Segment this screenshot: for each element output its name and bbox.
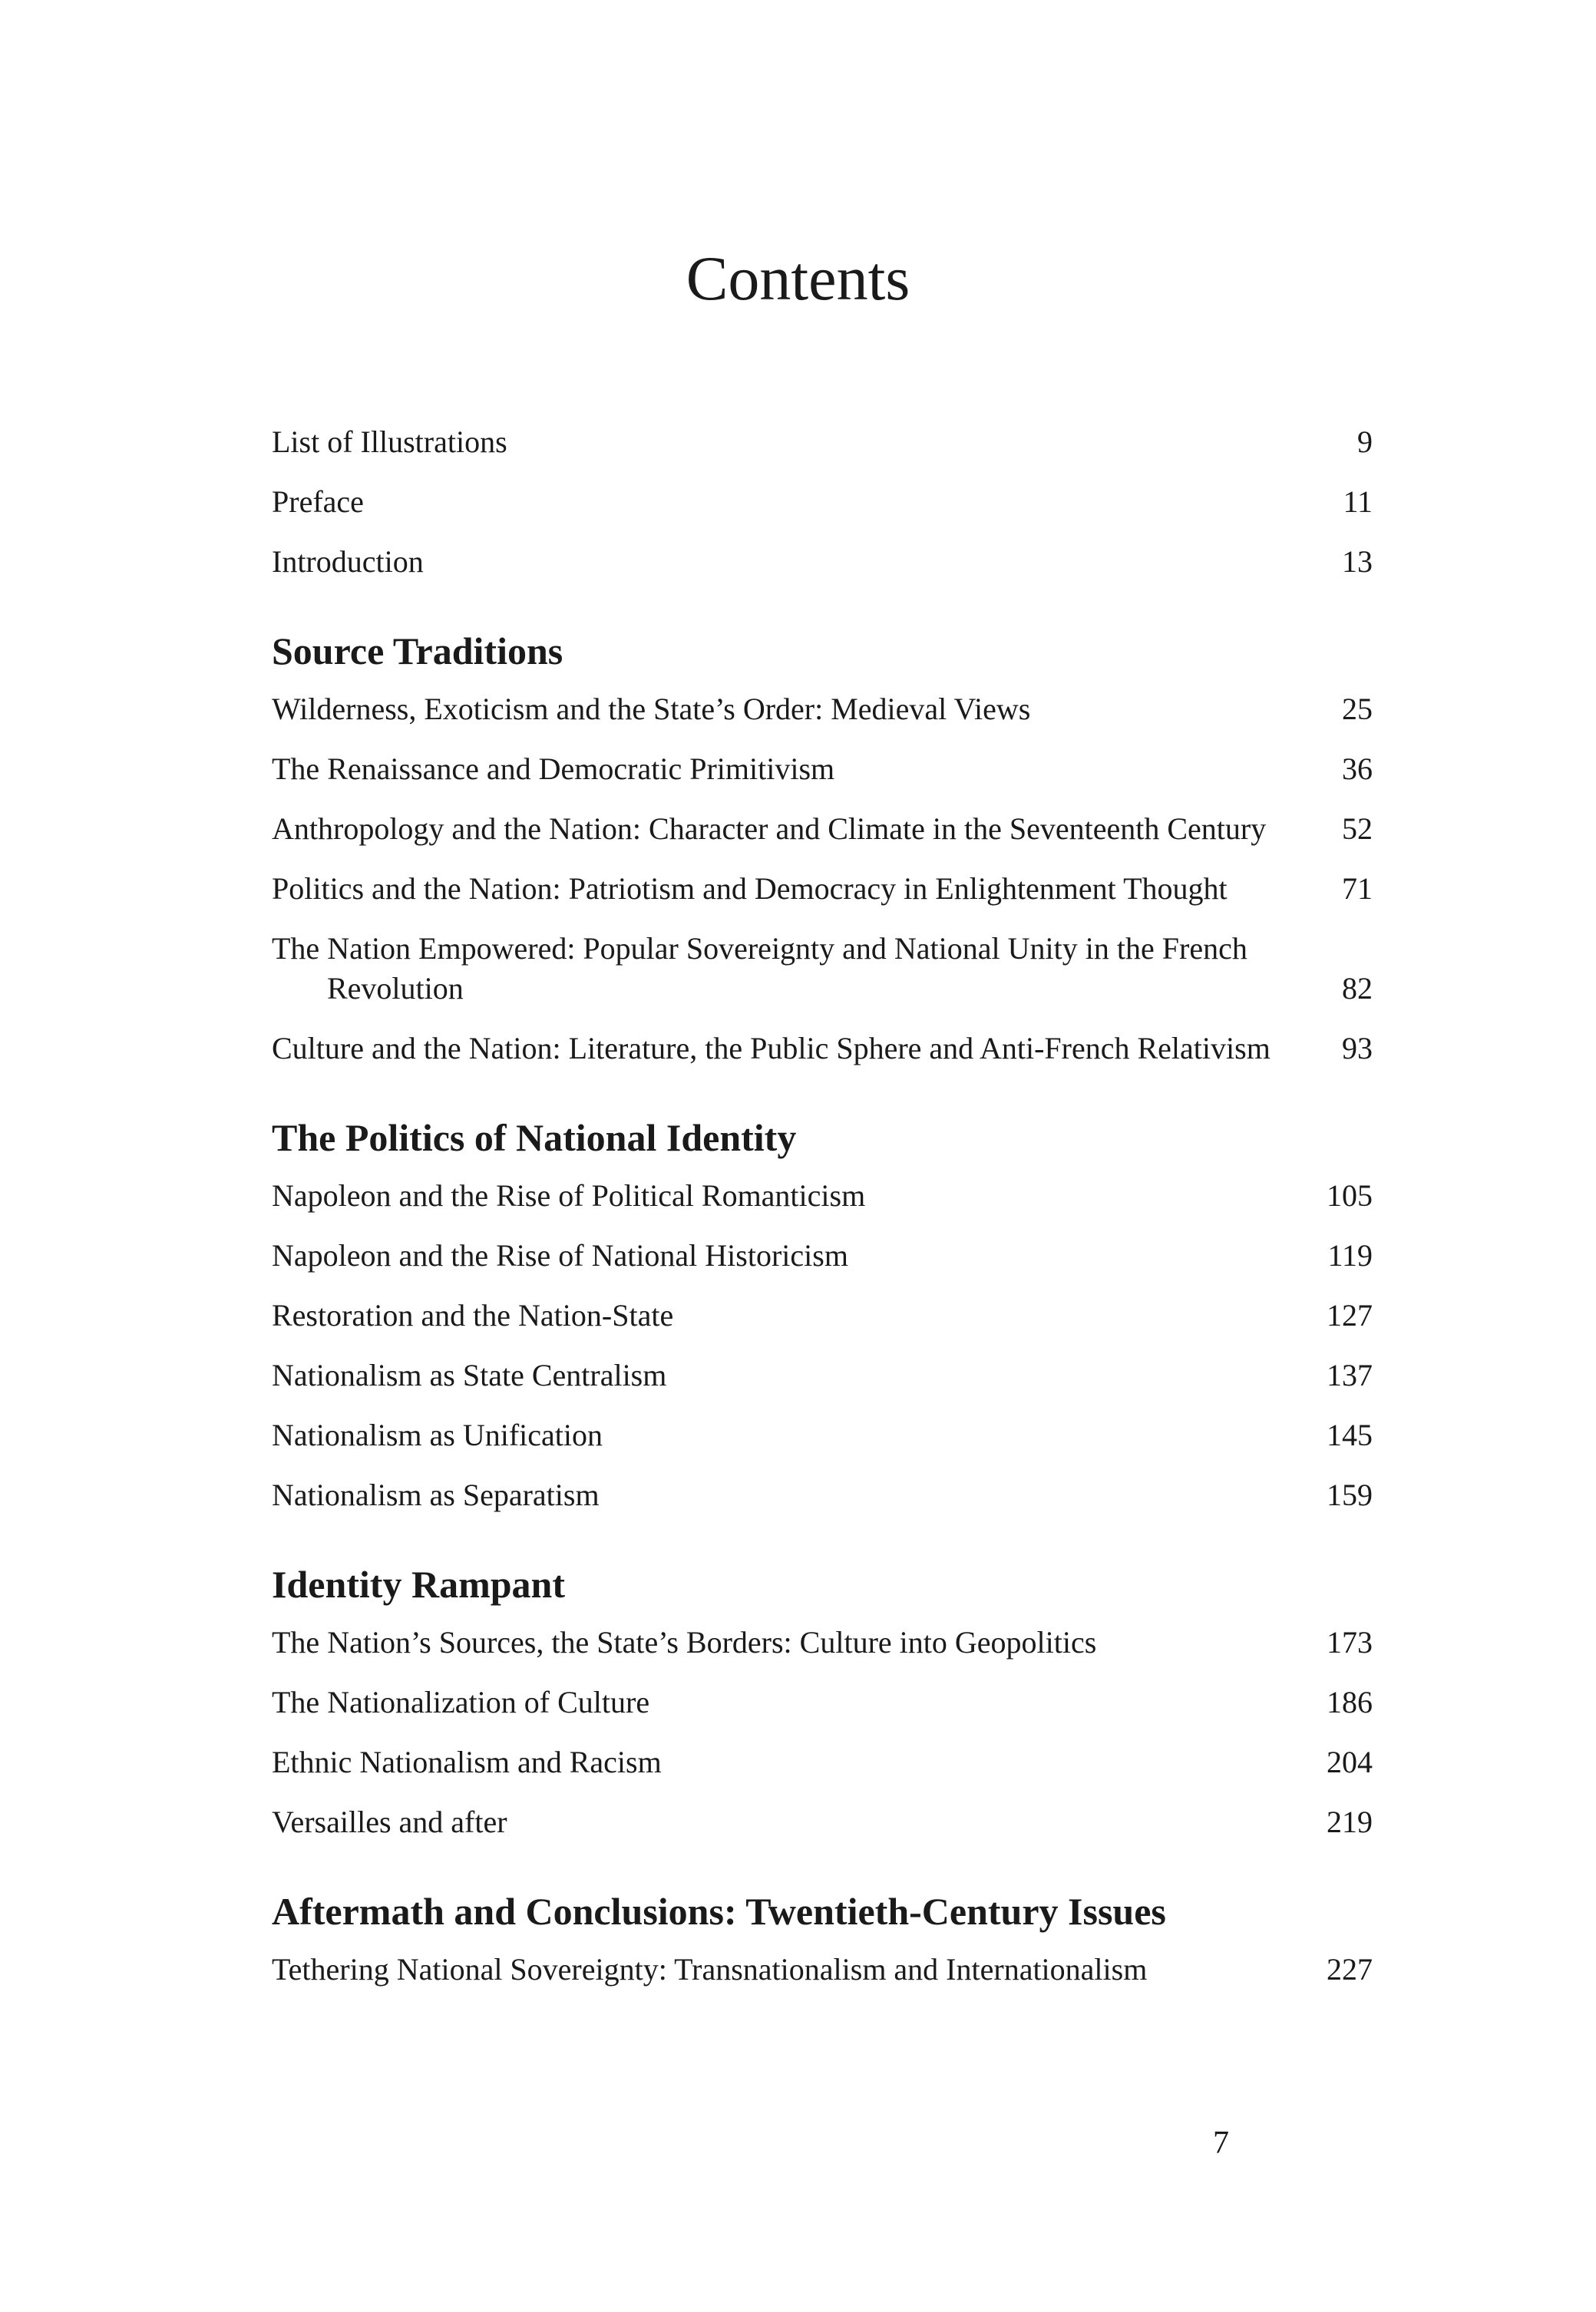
toc-entry[interactable] bbox=[272, 1356, 1373, 1395]
toc-entry-page: 219 bbox=[1327, 1805, 1373, 1839]
toc-entry[interactable] bbox=[272, 809, 1373, 849]
toc-entry-page: 137 bbox=[1327, 1358, 1373, 1392]
page-title: Contents bbox=[686, 243, 910, 313]
toc-entry-title: Introduction bbox=[272, 544, 424, 579]
toc-entry-title-continuation: Revolution bbox=[327, 971, 464, 1006]
toc-entry[interactable] bbox=[272, 1623, 1373, 1663]
toc-entry-title: Anthropology and the Nation: Character and Climate in the Seventeenth Century bbox=[272, 811, 1267, 846]
section-heading: The Politics of National Identity bbox=[272, 1116, 797, 1159]
toc-entry-page: 159 bbox=[1327, 1478, 1373, 1512]
toc-entry-title-line: The Nation Empowered: Popular Sovereignty and National Unity in the French bbox=[272, 931, 1247, 966]
toc-entry-page: 82 bbox=[1342, 971, 1373, 1006]
toc-entry[interactable] bbox=[272, 869, 1373, 909]
toc-entry-title: The Nationalization of Culture bbox=[272, 1685, 650, 1719]
toc-entry-title: Tethering National Sovereignty: Transnationalism and Internationalism bbox=[272, 1952, 1148, 1987]
toc-entry-page: 173 bbox=[1327, 1625, 1373, 1660]
toc-entry-page: 11 bbox=[1343, 484, 1373, 519]
toc-section bbox=[272, 1560, 1373, 1842]
toc-entry-title: Culture and the Nation: Literature, the Public Sphere and Anti-French Relativism bbox=[272, 1031, 1271, 1065]
toc-entry-page: 204 bbox=[1327, 1745, 1373, 1779]
toc-section bbox=[272, 626, 1373, 1068]
toc-entry-title: Napoleon and the Rise of Political Romanticism bbox=[272, 1178, 866, 1213]
toc-entry-title: Politics and the Nation: Patriotism and Democracy in Enlightenment Thought bbox=[272, 871, 1228, 906]
toc-entry-page: 93 bbox=[1342, 1031, 1373, 1065]
toc-entry-title: Versailles and after bbox=[272, 1805, 507, 1839]
toc-entry-page: 9 bbox=[1357, 424, 1373, 459]
toc-entry-title: The Nation’s Sources, the State’s Borders: Culture into Geopolitics bbox=[272, 1625, 1097, 1660]
toc-entry-title: The Renaissance and Democratic Primitivism bbox=[272, 751, 835, 786]
toc-entry[interactable] bbox=[272, 1176, 1373, 1216]
toc-entry-page: 186 bbox=[1327, 1685, 1373, 1719]
toc-entry-page: 71 bbox=[1342, 871, 1373, 906]
toc-entry[interactable] bbox=[272, 1950, 1373, 1990]
toc-entry-title: Restoration and the Nation-State bbox=[272, 1298, 674, 1333]
toc-entry-title: Wilderness, Exoticism and the State’s Order: Medieval Views bbox=[272, 692, 1031, 726]
table-of-contents bbox=[272, 422, 1373, 2010]
toc-entry[interactable] bbox=[272, 689, 1373, 729]
toc-entry[interactable] bbox=[272, 1236, 1373, 1276]
toc-entry[interactable] bbox=[272, 1742, 1373, 1782]
page-number: 7 bbox=[1213, 2125, 1229, 2161]
toc-entry[interactable] bbox=[272, 929, 1373, 1009]
toc-entry[interactable] bbox=[272, 1029, 1373, 1068]
toc-entry-title: Nationalism as State Centralism bbox=[272, 1358, 667, 1392]
section-heading: Source Traditions bbox=[272, 629, 563, 672]
toc-entry-page: 127 bbox=[1327, 1298, 1373, 1333]
toc-entry[interactable] bbox=[272, 542, 1373, 582]
toc-entry-page: 36 bbox=[1342, 751, 1373, 786]
toc-entry[interactable] bbox=[272, 1475, 1373, 1515]
toc-entry[interactable] bbox=[272, 482, 1373, 522]
toc-entry[interactable] bbox=[272, 1296, 1373, 1336]
toc-entry[interactable] bbox=[272, 1802, 1373, 1842]
toc-section bbox=[272, 1887, 1373, 1990]
toc-entry-title: Napoleon and the Rise of National Historicism bbox=[272, 1238, 848, 1273]
front-matter bbox=[272, 422, 1373, 582]
toc-entry-title: Ethnic Nationalism and Racism bbox=[272, 1745, 662, 1779]
toc-entry-page: 13 bbox=[1342, 544, 1373, 579]
toc-entry[interactable] bbox=[272, 1415, 1373, 1455]
toc-entry-page: 25 bbox=[1342, 692, 1373, 726]
toc-entry-page: 145 bbox=[1327, 1418, 1373, 1452]
toc-entry[interactable] bbox=[272, 749, 1373, 789]
toc-entry-title bbox=[272, 929, 1334, 1009]
toc-entry[interactable] bbox=[272, 1683, 1373, 1722]
toc-entry-page: 119 bbox=[1327, 1238, 1373, 1273]
toc-entry[interactable] bbox=[272, 422, 1373, 462]
toc-entry-page: 52 bbox=[1342, 811, 1373, 846]
toc-entry-title: Preface bbox=[272, 484, 364, 519]
toc-entry-page: 227 bbox=[1327, 1952, 1373, 1987]
section-heading: Aftermath and Conclusions: Twentieth-Century Issues bbox=[272, 1890, 1166, 1933]
toc-entry-title: Nationalism as Unification bbox=[272, 1418, 603, 1452]
toc-section bbox=[272, 1113, 1373, 1515]
section-heading: Identity Rampant bbox=[272, 1563, 565, 1606]
toc-entry-page: 105 bbox=[1327, 1178, 1373, 1213]
toc-entry-title: List of Illustrations bbox=[272, 424, 507, 459]
toc-entry-title: Nationalism as Separatism bbox=[272, 1478, 600, 1512]
